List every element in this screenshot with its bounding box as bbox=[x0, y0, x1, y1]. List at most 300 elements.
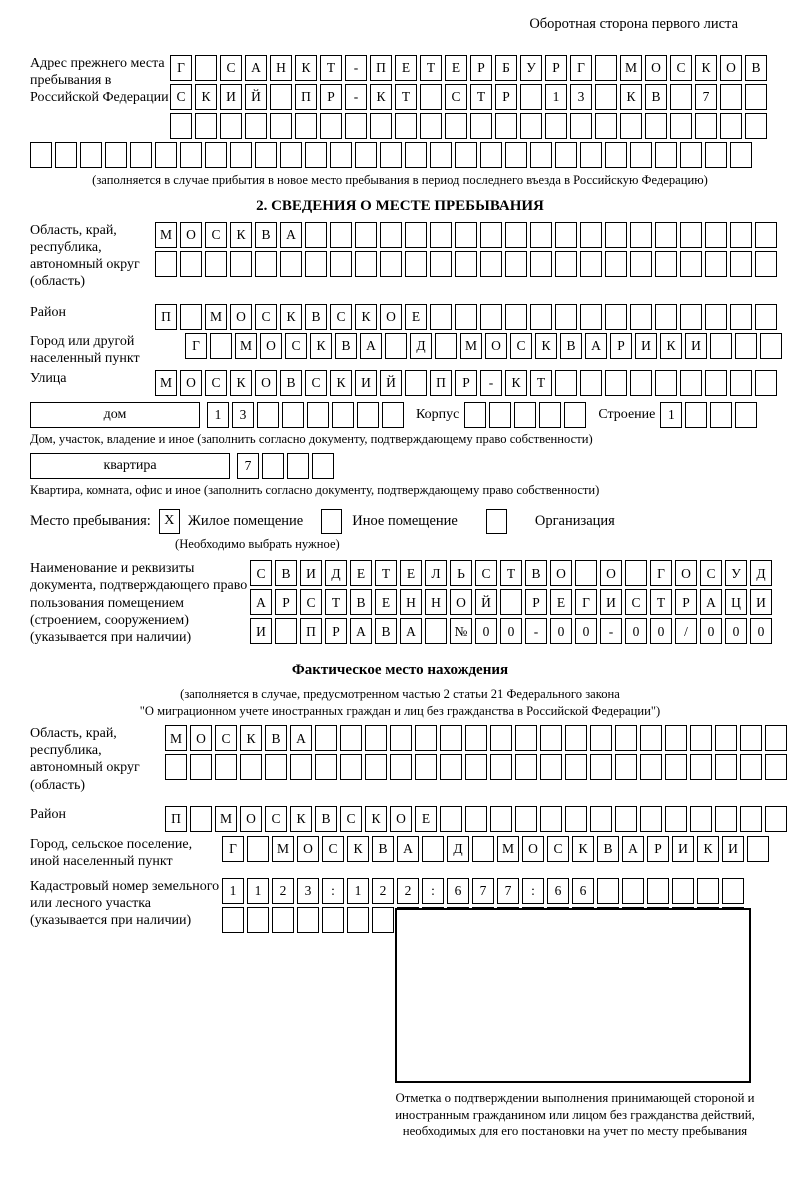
actual-district-block bbox=[30, 806, 800, 832]
char-cell: К bbox=[347, 836, 369, 862]
char-cell bbox=[355, 222, 377, 248]
house-caption: Дом, участок, владение и иное (заполнить согласно документу, подтверждающему право собственности) bbox=[30, 432, 593, 447]
char-cell bbox=[270, 113, 292, 139]
char-cell: И bbox=[250, 618, 272, 644]
char-cell: 7 bbox=[472, 878, 494, 904]
char-cell bbox=[630, 370, 652, 396]
char-cell bbox=[390, 754, 412, 780]
char-cell: О bbox=[390, 806, 412, 832]
char-cell bbox=[530, 142, 552, 168]
char-cell: 0 bbox=[700, 618, 722, 644]
char-cell bbox=[665, 806, 687, 832]
char-cell: В bbox=[597, 836, 619, 862]
char-cell: 6 bbox=[547, 878, 569, 904]
char-cell bbox=[315, 725, 337, 751]
char-cell: М bbox=[155, 370, 177, 396]
char-cell: Г bbox=[170, 55, 192, 81]
apartment-caption: Квартира, комната, офис и иное (заполнить согласно документу, подтверждающему право собственности) bbox=[30, 482, 600, 497]
char-cell: И bbox=[220, 84, 242, 110]
char-cell: К bbox=[365, 806, 387, 832]
char-cell: С bbox=[330, 304, 352, 330]
char-cell: Г bbox=[650, 560, 672, 586]
char-cell bbox=[415, 725, 437, 751]
char-cell: В bbox=[280, 370, 302, 396]
char-cell bbox=[735, 402, 757, 428]
char-cell bbox=[420, 84, 442, 110]
char-cell: С bbox=[255, 304, 277, 330]
char-cell bbox=[430, 222, 452, 248]
char-cell bbox=[590, 806, 612, 832]
char-cell: № bbox=[450, 618, 472, 644]
char-cell bbox=[680, 251, 702, 277]
char-cell bbox=[320, 113, 342, 139]
char-cell bbox=[640, 754, 662, 780]
char-cell: 3 bbox=[232, 402, 254, 428]
char-cell: Р bbox=[455, 370, 477, 396]
char-cell: И bbox=[355, 370, 377, 396]
char-cell bbox=[620, 113, 642, 139]
korpus-cells bbox=[464, 402, 586, 428]
char-cell: О bbox=[230, 304, 252, 330]
actual-city-block bbox=[30, 836, 800, 870]
actual-region-block bbox=[30, 725, 800, 793]
char-cell bbox=[420, 113, 442, 139]
char-cell: Е bbox=[375, 589, 397, 615]
char-cell: О bbox=[485, 333, 507, 359]
char-cell bbox=[355, 251, 377, 277]
char-cell bbox=[605, 251, 627, 277]
char-cell bbox=[605, 304, 627, 330]
char-cell: - bbox=[525, 618, 547, 644]
char-cell bbox=[480, 304, 502, 330]
char-cell: Н bbox=[425, 589, 447, 615]
char-cell: М bbox=[165, 725, 187, 751]
char-cell bbox=[540, 806, 562, 832]
char-cell bbox=[105, 142, 127, 168]
char-cell bbox=[590, 725, 612, 751]
char-cell bbox=[180, 142, 202, 168]
house-box-label: дом bbox=[30, 402, 200, 428]
char-cell bbox=[640, 806, 662, 832]
char-cell bbox=[282, 402, 304, 428]
char-cell: А bbox=[400, 618, 422, 644]
char-cell bbox=[55, 142, 77, 168]
char-cell bbox=[280, 251, 302, 277]
char-cell: М bbox=[497, 836, 519, 862]
char-cell bbox=[615, 725, 637, 751]
char-cell: К bbox=[355, 304, 377, 330]
char-cell bbox=[705, 304, 727, 330]
char-cell bbox=[655, 304, 677, 330]
char-cell bbox=[425, 618, 447, 644]
char-cell: Р bbox=[647, 836, 669, 862]
char-cell: 7 bbox=[695, 84, 717, 110]
char-cell bbox=[740, 806, 762, 832]
char-cell bbox=[390, 725, 412, 751]
char-cell: : bbox=[322, 878, 344, 904]
char-cell: 6 bbox=[572, 878, 594, 904]
char-cell bbox=[445, 113, 467, 139]
char-cell: 3 bbox=[570, 84, 592, 110]
char-cell bbox=[170, 113, 192, 139]
city-cells bbox=[185, 333, 782, 359]
char-cell: 2 bbox=[272, 878, 294, 904]
char-cell: Й bbox=[245, 84, 267, 110]
city-label: Город или другой населенный пункт bbox=[30, 334, 140, 367]
char-cell bbox=[430, 304, 452, 330]
char-cell: В bbox=[275, 560, 297, 586]
char-cell bbox=[680, 142, 702, 168]
stay-type-label: Место пребывания: bbox=[30, 512, 151, 529]
prev-address-row-3 bbox=[170, 113, 767, 139]
char-cell: 2 bbox=[397, 878, 419, 904]
char-cell bbox=[230, 251, 252, 277]
char-cell bbox=[415, 754, 437, 780]
char-cell bbox=[705, 251, 727, 277]
char-cell bbox=[580, 251, 602, 277]
char-cell bbox=[735, 333, 757, 359]
char-cell bbox=[680, 370, 702, 396]
char-cell bbox=[230, 142, 252, 168]
char-cell bbox=[220, 113, 242, 139]
char-cell bbox=[190, 754, 212, 780]
char-cell bbox=[240, 754, 262, 780]
char-cell bbox=[647, 878, 669, 904]
char-cell bbox=[745, 113, 767, 139]
char-cell bbox=[365, 725, 387, 751]
char-cell bbox=[305, 251, 327, 277]
char-cell: Н bbox=[270, 55, 292, 81]
char-cell bbox=[247, 907, 269, 933]
char-cell bbox=[665, 725, 687, 751]
char-cell bbox=[505, 251, 527, 277]
char-cell bbox=[672, 878, 694, 904]
title-document-block bbox=[30, 560, 800, 645]
stay-type-checkbox-organization bbox=[486, 509, 507, 534]
char-cell: О bbox=[180, 370, 202, 396]
stay-type-option-other-label: Иное помещение bbox=[352, 512, 458, 529]
char-cell bbox=[30, 142, 52, 168]
char-cell bbox=[575, 560, 597, 586]
char-cell: П bbox=[165, 806, 187, 832]
char-cell: О bbox=[645, 55, 667, 81]
char-cell: М bbox=[235, 333, 257, 359]
char-cell bbox=[580, 142, 602, 168]
char-cell bbox=[405, 142, 427, 168]
char-cell: К bbox=[572, 836, 594, 862]
char-cell bbox=[195, 55, 217, 81]
char-cell bbox=[297, 907, 319, 933]
char-cell bbox=[605, 370, 627, 396]
char-cell: 0 bbox=[575, 618, 597, 644]
char-cell bbox=[180, 304, 202, 330]
char-cell bbox=[655, 142, 677, 168]
char-cell bbox=[480, 251, 502, 277]
char-cell bbox=[155, 142, 177, 168]
char-cell bbox=[495, 113, 517, 139]
char-cell bbox=[455, 304, 477, 330]
char-cell bbox=[472, 836, 494, 862]
char-cell: С bbox=[625, 589, 647, 615]
char-cell bbox=[500, 589, 522, 615]
prev-address-block bbox=[30, 55, 800, 139]
char-cell bbox=[590, 754, 612, 780]
char-cell bbox=[655, 222, 677, 248]
char-cell bbox=[322, 907, 344, 933]
char-cell bbox=[270, 84, 292, 110]
prev-address-row-1 bbox=[170, 55, 767, 81]
char-cell bbox=[690, 806, 712, 832]
char-cell: 2 bbox=[372, 878, 394, 904]
char-cell: 0 bbox=[625, 618, 647, 644]
char-cell bbox=[257, 402, 279, 428]
char-cell bbox=[155, 251, 177, 277]
char-cell: Г bbox=[222, 836, 244, 862]
char-cell bbox=[430, 251, 452, 277]
char-cell: У bbox=[725, 560, 747, 586]
char-cell: С bbox=[215, 725, 237, 751]
char-cell bbox=[690, 725, 712, 751]
char-cell: С bbox=[305, 370, 327, 396]
char-cell bbox=[565, 754, 587, 780]
char-cell bbox=[540, 754, 562, 780]
actual-district-label: Район bbox=[30, 806, 66, 822]
char-cell: В bbox=[745, 55, 767, 81]
char-cell: О bbox=[180, 222, 202, 248]
char-cell bbox=[615, 806, 637, 832]
char-cell bbox=[332, 402, 354, 428]
char-cell: А bbox=[250, 589, 272, 615]
char-cell bbox=[740, 754, 762, 780]
char-cell: Р bbox=[320, 84, 342, 110]
title-document-row-2 bbox=[250, 589, 772, 615]
apartment-cells bbox=[237, 453, 334, 479]
char-cell: Д bbox=[750, 560, 772, 586]
char-cell bbox=[370, 113, 392, 139]
stay-type-note: (Необходимо выбрать нужное) bbox=[175, 536, 340, 551]
char-cell bbox=[760, 333, 782, 359]
char-cell bbox=[480, 222, 502, 248]
title-document-cells bbox=[250, 560, 772, 644]
char-cell: 1 bbox=[660, 402, 682, 428]
char-cell: С bbox=[205, 222, 227, 248]
char-cell: К bbox=[230, 370, 252, 396]
char-cell: С bbox=[285, 333, 307, 359]
char-cell: В bbox=[372, 836, 394, 862]
char-cell bbox=[247, 836, 269, 862]
char-cell: К bbox=[695, 55, 717, 81]
char-cell: С bbox=[547, 836, 569, 862]
char-cell: А bbox=[700, 589, 722, 615]
char-cell: Т bbox=[395, 84, 417, 110]
apartment-box-label: квартира bbox=[30, 453, 230, 479]
char-cell: Й bbox=[475, 589, 497, 615]
char-cell bbox=[80, 142, 102, 168]
region-row-1 bbox=[155, 222, 777, 248]
char-cell bbox=[380, 142, 402, 168]
char-cell: Г bbox=[570, 55, 592, 81]
char-cell: И bbox=[722, 836, 744, 862]
actual-district-cells bbox=[165, 806, 787, 832]
char-cell bbox=[705, 222, 727, 248]
char-cell bbox=[622, 878, 644, 904]
char-cell bbox=[465, 725, 487, 751]
char-cell: / bbox=[675, 618, 697, 644]
char-cell bbox=[440, 806, 462, 832]
char-cell: И bbox=[685, 333, 707, 359]
char-cell: А bbox=[350, 618, 372, 644]
char-cell bbox=[440, 754, 462, 780]
char-cell bbox=[705, 142, 727, 168]
stay-type-option-residential-label: Жилое помещение bbox=[187, 512, 304, 529]
stay-type-option-organization-label: Организация bbox=[534, 512, 615, 529]
char-cell bbox=[165, 754, 187, 780]
char-cell: К bbox=[290, 806, 312, 832]
char-cell: Т bbox=[470, 84, 492, 110]
char-cell bbox=[489, 402, 511, 428]
char-cell bbox=[455, 222, 477, 248]
street-cells bbox=[155, 370, 777, 396]
char-cell bbox=[470, 113, 492, 139]
char-cell bbox=[465, 754, 487, 780]
char-cell bbox=[430, 142, 452, 168]
char-cell: И bbox=[300, 560, 322, 586]
char-cell bbox=[730, 142, 752, 168]
char-cell bbox=[405, 251, 427, 277]
char-cell: 7 bbox=[237, 453, 259, 479]
char-cell: В bbox=[335, 333, 357, 359]
char-cell bbox=[747, 836, 769, 862]
actual-location-title: Фактическое место нахождения bbox=[291, 661, 509, 678]
char-cell bbox=[515, 806, 537, 832]
char-cell bbox=[280, 142, 302, 168]
char-cell: 1 bbox=[545, 84, 567, 110]
char-cell: С bbox=[265, 806, 287, 832]
char-cell bbox=[490, 806, 512, 832]
char-cell bbox=[245, 113, 267, 139]
char-cell: П bbox=[155, 304, 177, 330]
char-cell: Р bbox=[545, 55, 567, 81]
char-cell: П bbox=[430, 370, 452, 396]
char-cell bbox=[730, 304, 752, 330]
char-cell bbox=[455, 251, 477, 277]
char-cell bbox=[465, 806, 487, 832]
char-cell bbox=[640, 725, 662, 751]
char-cell bbox=[625, 560, 647, 586]
char-cell: С bbox=[205, 370, 227, 396]
char-cell bbox=[385, 333, 407, 359]
char-cell bbox=[305, 222, 327, 248]
char-cell: О bbox=[297, 836, 319, 862]
prev-address-row-2 bbox=[170, 84, 767, 110]
char-cell bbox=[272, 907, 294, 933]
char-cell: П bbox=[300, 618, 322, 644]
char-cell bbox=[564, 402, 586, 428]
char-cell: Т bbox=[420, 55, 442, 81]
char-cell: Д bbox=[447, 836, 469, 862]
char-cell: В bbox=[315, 806, 337, 832]
char-cell bbox=[755, 304, 777, 330]
char-cell: 0 bbox=[725, 618, 747, 644]
char-cell: М bbox=[272, 836, 294, 862]
char-cell: 0 bbox=[650, 618, 672, 644]
char-cell: К bbox=[310, 333, 332, 359]
page-header-note: Оборотная сторона первого листа bbox=[529, 16, 738, 32]
char-cell: С bbox=[475, 560, 497, 586]
char-cell bbox=[680, 304, 702, 330]
char-cell: К bbox=[230, 222, 252, 248]
char-cell bbox=[755, 370, 777, 396]
char-cell: Й bbox=[380, 370, 402, 396]
char-cell: Е bbox=[350, 560, 372, 586]
char-cell bbox=[340, 725, 362, 751]
char-cell bbox=[505, 304, 527, 330]
char-cell bbox=[545, 113, 567, 139]
char-cell bbox=[480, 142, 502, 168]
char-cell bbox=[745, 84, 767, 110]
char-cell bbox=[580, 370, 602, 396]
char-cell bbox=[305, 142, 327, 168]
char-cell: О bbox=[255, 370, 277, 396]
char-cell bbox=[605, 142, 627, 168]
char-cell: О bbox=[260, 333, 282, 359]
char-cell: 6 bbox=[447, 878, 469, 904]
char-cell: - bbox=[345, 84, 367, 110]
char-cell bbox=[307, 402, 329, 428]
stay-type-row bbox=[30, 509, 800, 534]
char-cell: С bbox=[170, 84, 192, 110]
char-cell: Е bbox=[400, 560, 422, 586]
char-cell bbox=[690, 754, 712, 780]
char-cell bbox=[490, 754, 512, 780]
char-cell bbox=[597, 878, 619, 904]
char-cell bbox=[630, 222, 652, 248]
char-cell bbox=[295, 113, 317, 139]
prev-address-label: Адрес прежнего места пребывания в Российской Федерации bbox=[30, 56, 169, 106]
char-cell bbox=[680, 222, 702, 248]
char-cell: Т bbox=[375, 560, 397, 586]
char-cell bbox=[710, 402, 732, 428]
char-cell bbox=[565, 725, 587, 751]
char-cell: 1 bbox=[207, 402, 229, 428]
char-cell bbox=[255, 142, 277, 168]
char-cell: Р bbox=[495, 84, 517, 110]
char-cell: О bbox=[675, 560, 697, 586]
char-cell: И bbox=[600, 589, 622, 615]
char-cell: П bbox=[370, 55, 392, 81]
char-cell: 3 bbox=[297, 878, 319, 904]
char-cell: Т bbox=[325, 589, 347, 615]
char-cell bbox=[630, 251, 652, 277]
char-cell: К bbox=[660, 333, 682, 359]
char-cell bbox=[595, 84, 617, 110]
char-cell bbox=[555, 142, 577, 168]
char-cell: У bbox=[520, 55, 542, 81]
char-cell bbox=[290, 754, 312, 780]
char-cell: А bbox=[280, 222, 302, 248]
char-cell: Р bbox=[325, 618, 347, 644]
char-cell bbox=[705, 370, 727, 396]
char-cell bbox=[540, 725, 562, 751]
char-cell bbox=[595, 113, 617, 139]
char-cell bbox=[515, 754, 537, 780]
char-cell: И bbox=[750, 589, 772, 615]
char-cell: В bbox=[645, 84, 667, 110]
char-cell bbox=[655, 370, 677, 396]
char-cell: С bbox=[220, 55, 242, 81]
char-cell: Р bbox=[525, 589, 547, 615]
char-cell: В bbox=[525, 560, 547, 586]
